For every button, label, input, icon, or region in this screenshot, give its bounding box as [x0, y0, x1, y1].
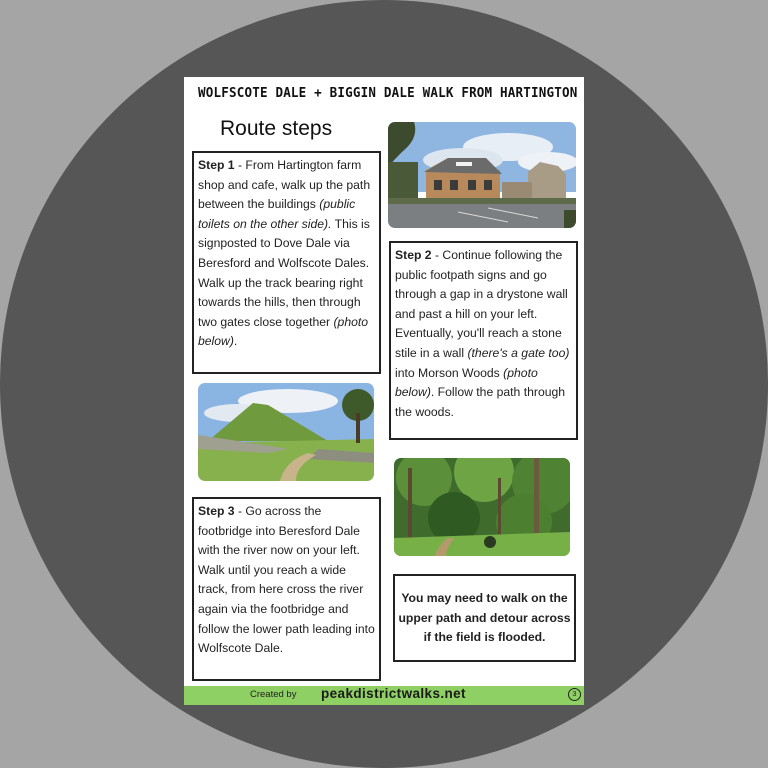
step-2-label: Step 2	[395, 248, 432, 262]
farm-shop-photo	[388, 122, 576, 228]
document-page	[184, 77, 584, 705]
step-2-text-c: . Follow the path through the woods.	[395, 385, 566, 419]
created-by-label: Created by	[250, 689, 297, 700]
footer-bar	[184, 686, 584, 705]
page-number: 3	[568, 688, 581, 701]
step-2-text-b: into Morson Woods	[395, 365, 504, 380]
step-1-label: Step 1	[198, 158, 235, 172]
site-name: peakdistrictwalks.net	[321, 686, 466, 701]
step-2-italic-b: (photo below)	[395, 365, 538, 400]
step-1-text-a: - From Hartington farm shop and cafe, walk up the path between the buildings	[198, 158, 371, 212]
page-title: WOLFSCOTE DALE + BIGGIN DALE WALK FROM HARTINGTON	[198, 85, 578, 101]
woods-photo	[394, 458, 570, 556]
step-3-box	[192, 497, 381, 681]
step-3-label: Step 3	[198, 504, 235, 518]
step-1-text-b: This is signposted to Dove Dale via Beresford and Wolfscote Dales. Walk up the track bearing right towards the hills, then through two gates close together	[198, 216, 370, 329]
step-2-box	[389, 241, 578, 440]
step-1-italic-a: (public toilets on the other side).	[198, 197, 356, 231]
step-2-text-a: - Continue following the public footpath signs and go through a gap in a drystone wall and past a hill on your left. Eventually, you'll reach a stone stile in a wall	[395, 248, 568, 360]
step-1-box	[192, 151, 381, 374]
step-3-text-a: - Go across the footbridge into Beresford Dale with the river now on your left. Walk until you reach a wide track, from here cross the river again via the footbridge and follow the lower path leading into Wolfscote Dale.	[198, 504, 375, 656]
section-heading: Route steps	[220, 117, 333, 140]
step-2-italic-a: (there's a gate too)	[467, 345, 570, 360]
step-1-text-c: .	[233, 334, 238, 349]
step-1-italic-b: (photo below)	[198, 314, 369, 349]
flood-note: You may need to walk on the upper path and detour across if the field is flooded.	[393, 574, 576, 662]
hill-wall-photo	[198, 383, 374, 481]
